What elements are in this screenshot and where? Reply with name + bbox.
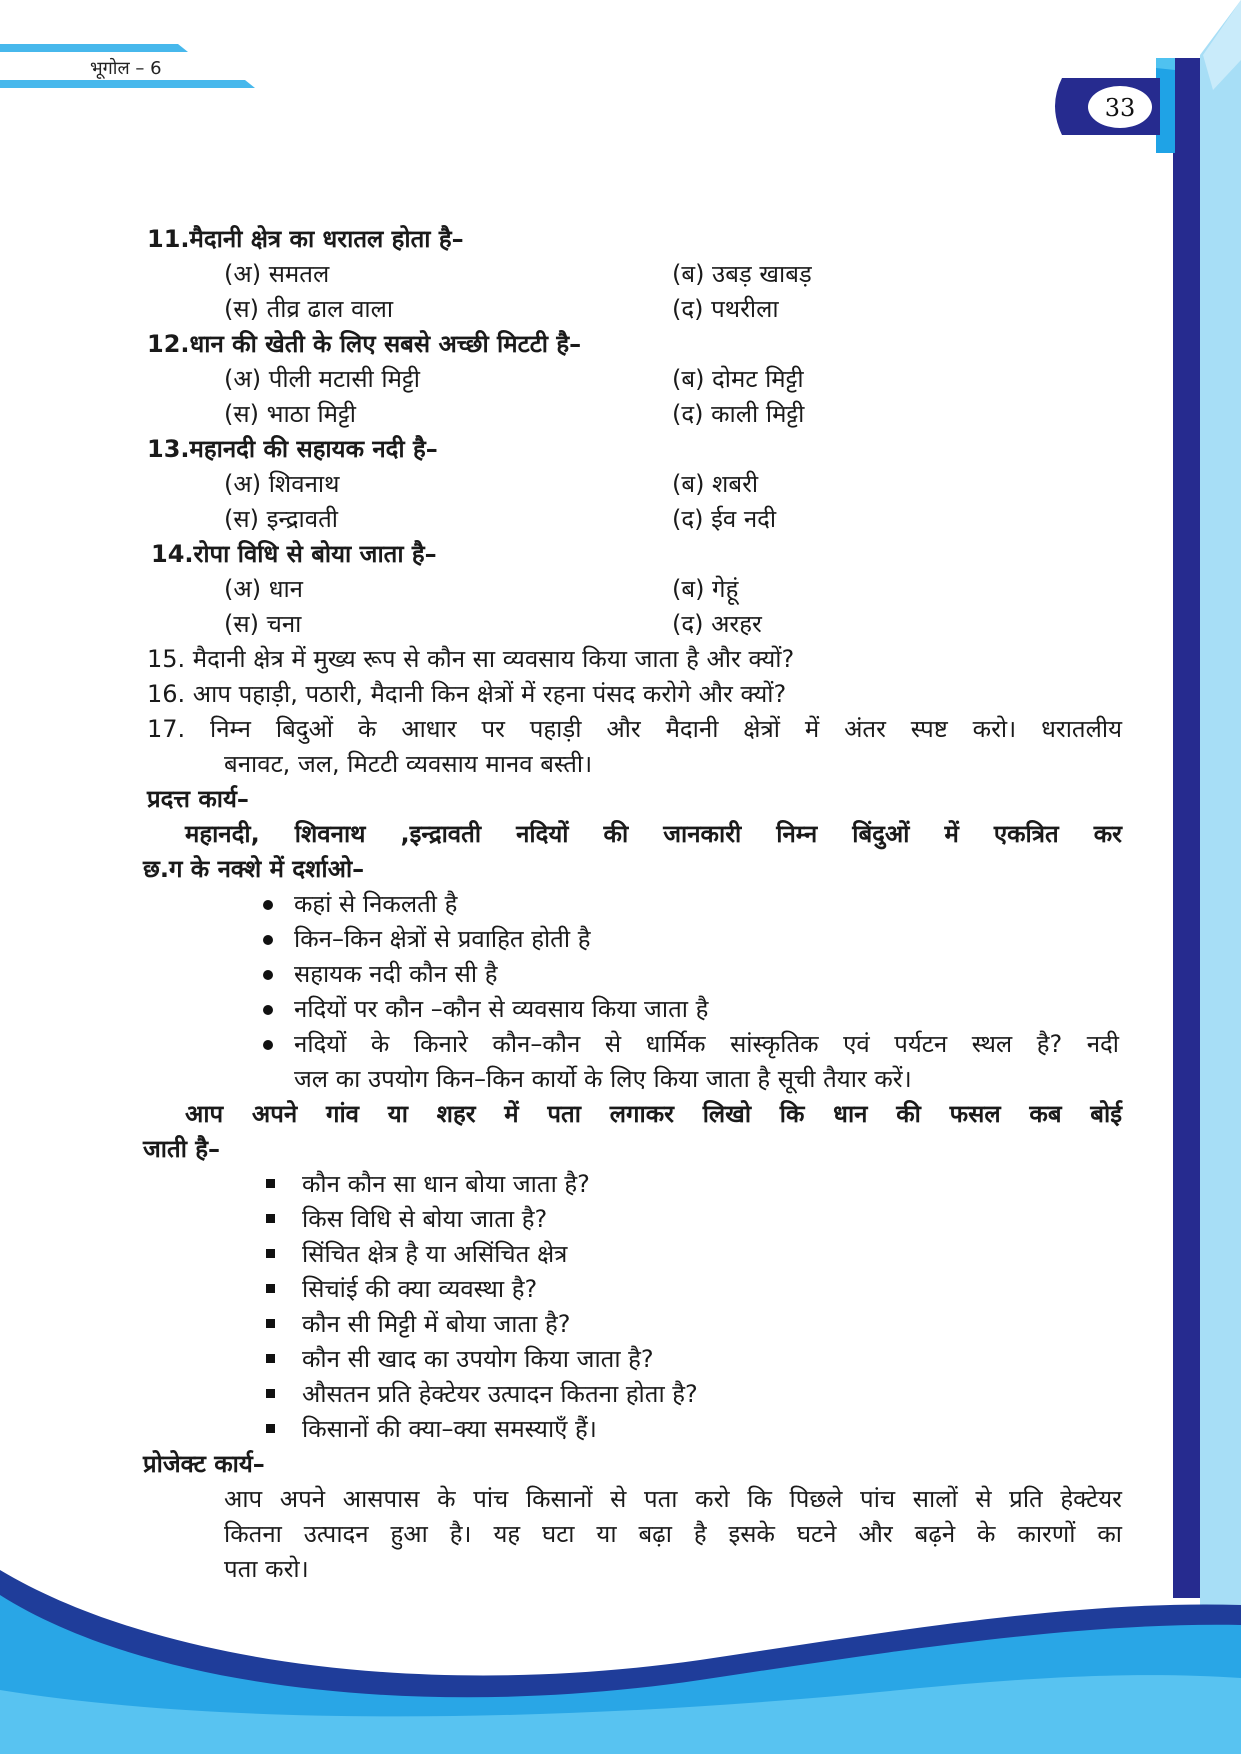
option-a: (अ) धान	[224, 575, 303, 603]
subject-header: भूगोल – 6	[90, 58, 162, 79]
list-item: किन–किन क्षेत्रों से प्रवाहित होती है	[147, 922, 1127, 957]
option-b: (ब) शबरी	[672, 470, 759, 498]
square-bullet-icon	[266, 1319, 275, 1328]
options-row	[147, 607, 1127, 642]
task-intro-cont: जाती है–	[143, 1135, 221, 1163]
option-c: (स) तीव्र ढाल वाला	[224, 295, 394, 323]
square-bullet-icon	[266, 1354, 275, 1363]
assignment-heading: प्रदत्त कार्य–	[147, 785, 249, 813]
option-a: (अ) पीली मटासी मिट्टी	[224, 365, 420, 393]
list-item: कौन सी मिट्टी में बोया जाता है?	[147, 1307, 1127, 1342]
page-number: 33	[1104, 94, 1136, 122]
bullet-icon	[263, 935, 273, 945]
list-item: सिचांई की क्या व्यवस्था है?	[147, 1272, 1127, 1307]
list-item: नदियों के किनारे कौन–कौन से धार्मिक सांस्कृतिक एवं पर्यटन स्थल है? नदी	[147, 1027, 1127, 1062]
question-12: 12.धान की खेती के लिए सबसे अच्छी मिटटी है–	[147, 330, 582, 358]
option-c: (स) भाठा मिट्टी	[224, 400, 356, 428]
option-c: (स) चना	[224, 610, 302, 638]
options-row	[147, 397, 1127, 432]
options-row	[147, 502, 1127, 537]
bullet-icon	[263, 970, 273, 980]
options-row	[147, 257, 1127, 292]
option-d: (द) काली मिट्टी	[672, 400, 805, 428]
square-bullet-icon	[266, 1179, 275, 1188]
page-content	[143, 222, 1127, 1587]
list-item: सिंचित क्षेत्र है या असिंचित क्षेत्र	[147, 1237, 1127, 1272]
list-item: कौन कौन सा धान बोया जाता है?	[147, 1167, 1127, 1202]
option-b: (ब) गेहूं	[672, 575, 739, 603]
assignment-intro: महानदी, शिवनाथ ,इन्द्रावती नदियों की जानकारी निम्न बिंदुओं में एकत्रित कर	[185, 820, 1122, 848]
options-row	[147, 362, 1127, 397]
option-d: (द) ईव नदी	[672, 505, 777, 533]
option-a: (अ) शिवनाथ	[224, 470, 340, 498]
task-intro: आप अपने गांव या शहर में पता लगाकर लिखो कि धान की फसल कब बोई	[185, 1100, 1122, 1128]
project-text: कितना उत्पादन हुआ है। यह घटा या बढ़ा है इसके घटने और बढ़ने के कारणों का	[224, 1520, 1122, 1548]
bullet-icon	[263, 900, 273, 910]
option-d: (द) अरहर	[672, 610, 762, 638]
option-c: (स) इन्द्रावती	[224, 505, 338, 533]
list-item-cont: जल का उपयोग किन–किन कार्यो के लिए किया जाता है सूची तैयार करें।	[294, 1065, 912, 1093]
project-text: पता करो।	[224, 1555, 309, 1583]
options-row	[147, 292, 1127, 327]
option-b: (ब) दोमट मिट्टी	[672, 365, 804, 393]
question-15: 15. मैदानी क्षेत्र में मुख्य रूप से कौन सा व्यवसाय किया जाता है और क्यों?	[147, 645, 795, 673]
list-item: सहायक नदी कौन सी है	[147, 957, 1127, 992]
assignment-intro-cont: छ.ग के नक्शे में दर्शाओ–	[143, 855, 365, 883]
bullet-icon	[263, 1005, 273, 1015]
option-d: (द) पथरीला	[672, 295, 779, 323]
options-row	[147, 572, 1127, 607]
option-b: (ब) उबड़ खाबड़	[672, 260, 812, 288]
square-bullet-icon	[266, 1389, 275, 1398]
question-14: 14.रोपा विधि से बोया जाता है–	[151, 540, 437, 568]
square-bullet-icon	[266, 1214, 275, 1223]
question-17-cont: बनावट, जल, मिटटी व्यवसाय मानव बस्ती।	[224, 750, 593, 778]
square-bullet-icon	[266, 1284, 275, 1293]
square-bullet-icon	[266, 1249, 275, 1258]
square-bullet-icon	[266, 1424, 275, 1433]
question-17: 17. निम्न बिदुओं के आधार पर पहाड़ी और मैदानी क्षेत्रों में अंतर स्पष्ट करो। धरातलीय	[147, 715, 1122, 743]
list-item: औसतन प्रति हेक्टेयर उत्पादन कितना होता है?	[147, 1377, 1127, 1412]
list-item: किसानों की क्या–क्या समस्याएँ हैं।	[147, 1412, 1127, 1447]
question-13: 13.महानदी की सहायक नदी है–	[147, 435, 438, 463]
options-row	[147, 467, 1127, 502]
list-item: किस विधि से बोया जाता है?	[147, 1202, 1127, 1237]
list-item: नदियों पर कौन –कौन से व्यवसाय किया जाता है	[147, 992, 1127, 1027]
option-a: (अ) समतल	[224, 260, 330, 288]
list-item: कौन सी खाद का उपयोग किया जाता है?	[147, 1342, 1127, 1377]
project-heading: प्रोजेक्ट कार्य–	[143, 1450, 265, 1478]
project-text: आप अपने आसपास के पांच किसानों से पता करो कि पिछले पांच सालों से प्रति हेक्टेयर	[224, 1485, 1122, 1513]
bullet-icon	[263, 1040, 273, 1050]
question-16: 16. आप पहाड़ी, पठारी, मैदानी किन क्षेत्रों में रहना पंसद करोगे और क्यों?	[147, 680, 787, 708]
list-item: कहां से निकलती है	[147, 887, 1127, 922]
question-11: 11.मैदानी क्षेत्र का धरातल होता है–	[147, 225, 464, 253]
